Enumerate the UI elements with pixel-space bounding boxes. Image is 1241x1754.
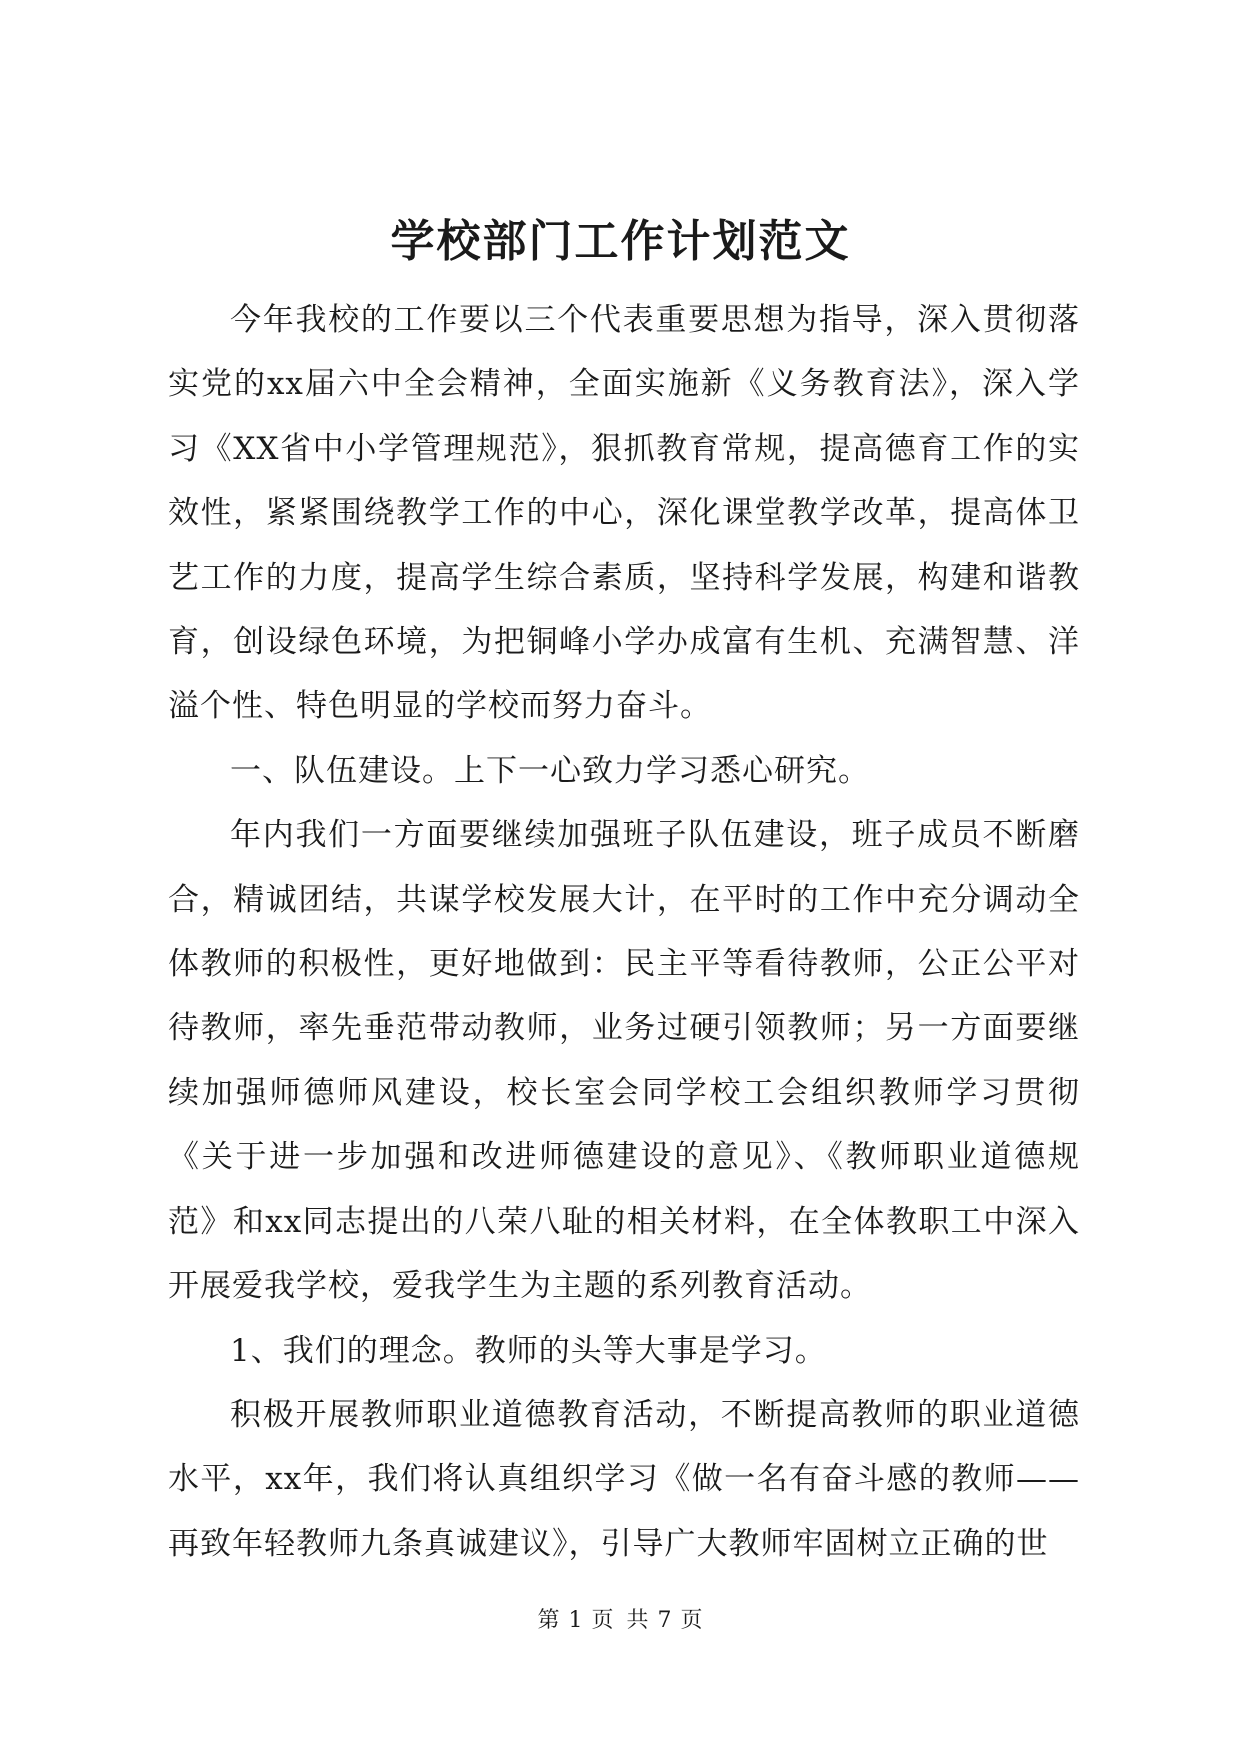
page-number: 第 1 页 xyxy=(537,1608,615,1633)
paragraph-ethics-education: 积极开展教师职业道德教育活动，不断提高教师的职业道德水平，xx年，我们将认真组织学习《做一名有奋斗感的教师——再致年轻教师九条真诚建议》，引导广大教师牢固树立正确的世 xyxy=(168,1396,1080,1562)
paragraph-heading-philosophy: 1、我们的理念。教师的头等大事是学习。 xyxy=(230,1332,827,1369)
document-title: 学校部门工作计划范文 xyxy=(390,216,851,267)
page-total: 共 7 页 xyxy=(626,1608,704,1633)
page-footer xyxy=(0,1606,1241,1636)
paragraph-intro: 今年我校的工作要以三个代表重要思想为指导，深入贯彻落实党的xx届六中全会精神，全面实施新《义务教育法》，深入学习《XX省中小学管理规范》，狠抓教育常规，提高德育工作的实效性，紧紧围绕教学工作的中心，深化课堂教学改革，提高体卫艺工作的力度，提高学生综合素质，坚持科学发展，构建和谐教育，创设绿色环境，为把铜峰小学办成富有生机、充满智慧、洋溢个性、特色明显的学校而努力奋斗。 xyxy=(168,302,1080,725)
paragraph-team-building: 年内我们一方面要继续加强班子队伍建设，班子成员不断磨合，精诚团结，共谋学校发展大计，在平时的工作中充分调动全体教师的积极性，更好地做到：民主平等看待教师，公正公平对待教师，率先垂范带动教师，业务过硬引领教师；另一方面要继续加强师德师风建设，校长室会同学校工会组织教师学习贯彻《关于进一步加强和改进师德建设的意见》、《教师职业道德规范》和xx同志提出的八荣八耻的相关材料，在全体教职工中深入开展爱我学校，爱我学生为主题的系列教育活动。 xyxy=(168,817,1080,1305)
document-body xyxy=(168,288,1080,1576)
paragraph-heading-team: 一、队伍建设。上下一心致力学习悉心研究。 xyxy=(230,752,870,789)
